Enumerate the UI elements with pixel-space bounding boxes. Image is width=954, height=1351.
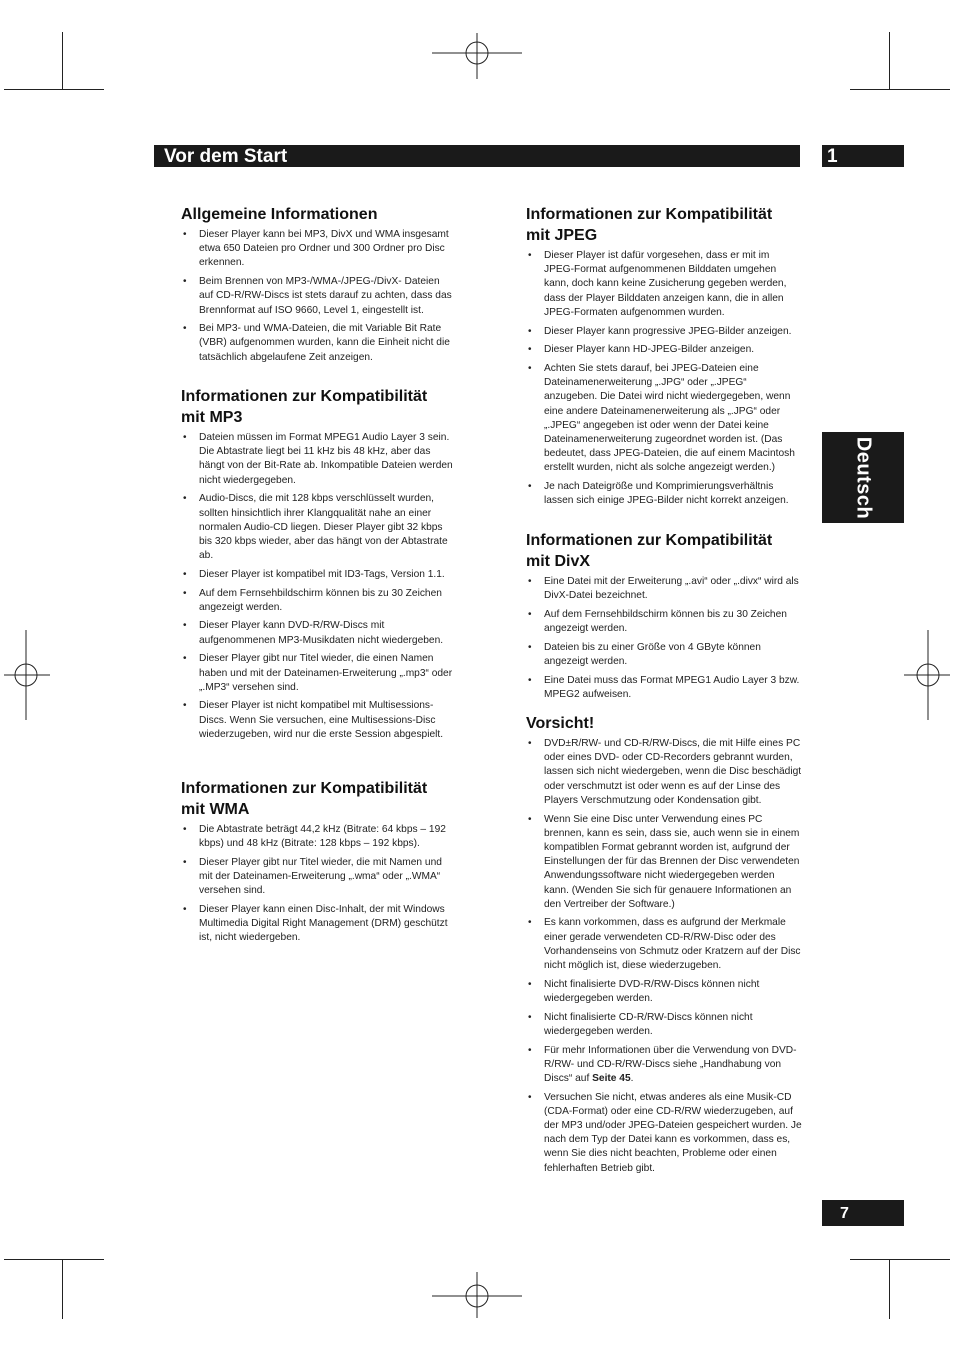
- crop-mark: [850, 89, 950, 90]
- list-item: • Audio-Discs, die mit 128 kbps verschlüsselt wurden, sollten hinsichtlich ihrer Klangqualität nahe an einer normalen Audio-CD liegen. Dieser Player gibt 32 kbps bis 320 kbps wieder, aber das hängt von der Abtastrate ab.: [181, 492, 456, 563]
- bullet-list: [526, 575, 802, 702]
- list-item: • Dateien bis zu einer Größe von 4 GByte können angezeigt werden.: [526, 641, 802, 669]
- page-title: Vor dem Start: [164, 146, 288, 167]
- section-title: Vorsicht!: [526, 715, 595, 732]
- crop-mark: [850, 1259, 950, 1260]
- list-item: • Wenn Sie eine Disc unter Verwendung eines PC brennen, kann es sein, dass sie, auch wenn sie in einem kompatiblen Format gebrannt worden ist, aufgrund der Einstellungen der für das Brennen der Disc verwendeten Anwendungssoftware nicht wiedergegeben werden kann. (Wenden Sie sich für genauere Informationen an den Vertreiber der Software.): [526, 813, 802, 912]
- registration-mark-right: [904, 630, 950, 720]
- section-wma: [181, 778, 456, 950]
- list-item: • DVD±R/RW- und CD-R/RW-Discs, die mit Hilfe eines PC oder eines DVD- oder CD-Recorders gebrannt wurden, lassen sich nicht wiedergeben, wenn die Disc beschädigt oder verschmutzt ist oder wenn es auf der Linse des Players Verschmutzung oder Kondensation gibt.: [526, 737, 802, 808]
- list-item: • Nicht finalisierte CD-R/RW-Discs können nicht wiedergegeben werden.: [526, 1011, 802, 1039]
- crop-mark: [889, 1259, 890, 1319]
- section-jpeg: [526, 204, 802, 513]
- page-number-box: [822, 1200, 904, 1226]
- list-item: • Nicht finalisierte DVD-R/RW-Discs können nicht wiedergegeben werden.: [526, 978, 802, 1006]
- bullet-list: [181, 431, 456, 742]
- bullet-list: [181, 823, 456, 946]
- section-caution: [526, 713, 802, 1180]
- list-item: • Dieser Player kann HD-JPEG-Bilder anzeigen.: [526, 343, 802, 357]
- list-item: • Dieser Player kann DVD-R/RW-Discs mit aufgenommenen MP3-Musikdaten nicht wiedergeben.: [181, 619, 456, 647]
- section-title: Informationen zur Kompatibilität mit DivX: [526, 532, 773, 570]
- registration-mark-bottom: [432, 1272, 522, 1318]
- list-item: • Dieser Player kann bei MP3, DivX und WMA insgesamt etwa 650 Dateien pro Ordner und 300 Ordner pro Disc erkennen.: [181, 228, 456, 271]
- list-item: • Je nach Dateigröße und Komprimierungsverhältnis lassen sich einige JPEG-Bilder nicht korrekt anzeigen.: [526, 480, 802, 508]
- list-item: • Bei MP3- und WMA-Dateien, die mit Variable Bit Rate (VBR) aufgenommen wurden, kann die Einheit nicht die tatsächlich abgelaufene Zeit anzeigen.: [181, 322, 456, 365]
- section-title: Informationen zur Kompatibilität mit MP3: [181, 388, 428, 426]
- language-tab: [822, 432, 904, 523]
- list-item: • Dieser Player gibt nur Titel wieder, die einen Namen haben und mit der Dateinamen-Erweiterung „.mp3“ oder „.MP3“ versehen sind.: [181, 652, 456, 695]
- bullet-list: [526, 737, 802, 1176]
- list-item: • Dieser Player kann progressive JPEG-Bilder anzeigen.: [526, 325, 802, 339]
- list-item: • Achten Sie stets darauf, bei JPEG-Dateien eine Dateinamenerweiterung „.JPG“ oder „.JPEG“ anzugeben. Die Datei wird nicht wiedergegeben, wenn eine andere Dateinamenerweiterung als „.JPG“ oder „.JPEG“ angegeben ist oder wenn der Datei keine Dateinamenerweiterung zugeordnet worden ist. (Das bedeutet, dass JPEG-Dateien, die auf einem Macintosh erstellt wurden, nicht als solche angezeigt werden.): [526, 362, 802, 476]
- list-item: • Dieser Player ist nicht kompatibel mit Multisessions-Discs. Wenn Sie versuchen, eine Multisessions-Disc wiederzugeben, wird nur die erste Session abgespielt.: [181, 699, 456, 742]
- section-title: Informationen zur Kompatibilität mit JPEG: [526, 206, 773, 244]
- section-general-info: [181, 204, 456, 369]
- list-item: • Auf dem Fernsehbildschirm können bis zu 30 Zeichen angezeigt werden.: [181, 587, 456, 615]
- list-item: • Beim Brennen von MP3-/WMA-/JPEG-/DivX- Dateien auf CD-R/RW-Discs ist stets darauf zu achten, dass das Brennformat auf ISO 9660, Level 1, eingestellt ist.: [181, 275, 456, 318]
- list-item: • Auf dem Fernsehbildschirm können bis zu 30 Zeichen angezeigt werden.: [526, 608, 802, 636]
- section-mp3: [181, 386, 456, 747]
- section-divx: [526, 530, 802, 707]
- bullet-list: [181, 228, 456, 365]
- page-reference: Seite 45: [592, 1072, 631, 1084]
- list-item: • Dieser Player gibt nur Titel wieder, die mit Namen und mit der Dateinamen-Erweiterung „.wma“ oder „.WMA“ versehen sind.: [181, 856, 456, 899]
- page-number: 7: [840, 1205, 849, 1222]
- section-title: Informationen zur Kompatibilität mit WMA: [181, 780, 428, 818]
- list-item: • Für mehr Informationen über die Verwendung von DVD-R/RW- und CD-R/RW-Discs siehe „Handhabung von Discs“ auf Seite 45.: [526, 1044, 802, 1087]
- language-label: Deutsch: [852, 436, 875, 519]
- list-item: • Eine Datei muss das Format MPEG1 Audio Layer 3 bzw. MPEG2 aufweisen.: [526, 674, 802, 702]
- list-item: • Dateien müssen im Format MPEG1 Audio Layer 3 sein. Die Abtastrate liegt bei 11 kHz bis 48 kHz, aber das hängt von der Bit-Rate ab. Inkompatible Dateien werden nicht wiedergegeben.: [181, 431, 456, 488]
- chapter-badge: [822, 145, 904, 167]
- list-item: • Dieser Player ist kompatibel mit ID3-Tags, Version 1.1.: [181, 568, 456, 582]
- crop-mark: [62, 1259, 63, 1319]
- list-item: • Die Abtastrate beträgt 44,2 kHz (Bitrate: 64 kbps – 192 kbps) und 48 kHz (Bitrate: 128 kbps – 192 kbps).: [181, 823, 456, 851]
- header-bar: [154, 145, 800, 167]
- list-item: • Versuchen Sie nicht, etwas anderes als eine Musik-CD (CDA-Format) oder eine CD-R/RW wiederzugeben, auf der MP3 und/oder JPEG-Dateien gespeichert wurden. Je nach dem Typ der Datei kann es vorkommen, dass es, wenn Sie dies nicht beachten, Probleme oder einen fehlerhaften Betrieb gibt.: [526, 1091, 802, 1176]
- bullet-list: [526, 249, 802, 508]
- list-item: • Eine Datei mit der Erweiterung „.avi“ oder „.divx“ wird als DivX-Datei bezeichnet.: [526, 575, 802, 603]
- list-item: • Dieser Player kann einen Disc-Inhalt, der mit Windows Multimedia Digital Right Management (DRM) geschützt ist, nicht wiedergeben.: [181, 903, 456, 946]
- crop-mark: [62, 32, 63, 90]
- section-title: Allgemeine Informationen: [181, 206, 378, 223]
- chapter-number: 1: [827, 146, 838, 167]
- crop-mark: [4, 1259, 104, 1260]
- list-item: • Dieser Player ist dafür vorgesehen, dass er mit im JPEG-Format aufgenommenen Bilddaten umgehen kann, doch kann keine Zusicherung gegeben werden, dass der Player Bilddaten anzeigen kann, die in allen JPEG-Formaten aufgenommen wurden.: [526, 249, 802, 320]
- registration-mark-top: [432, 33, 522, 79]
- crop-mark: [889, 32, 890, 90]
- registration-mark-left: [4, 630, 50, 720]
- list-item: • Es kann vorkommen, dass es aufgrund der Merkmale einer gerade verwendeten CD-R/RW-Disc oder des Vorhandenseins von Schmutz oder Kratzern auf der Disc nicht möglich ist, diese wiederzugeben.: [526, 916, 802, 973]
- crop-mark: [4, 89, 104, 90]
